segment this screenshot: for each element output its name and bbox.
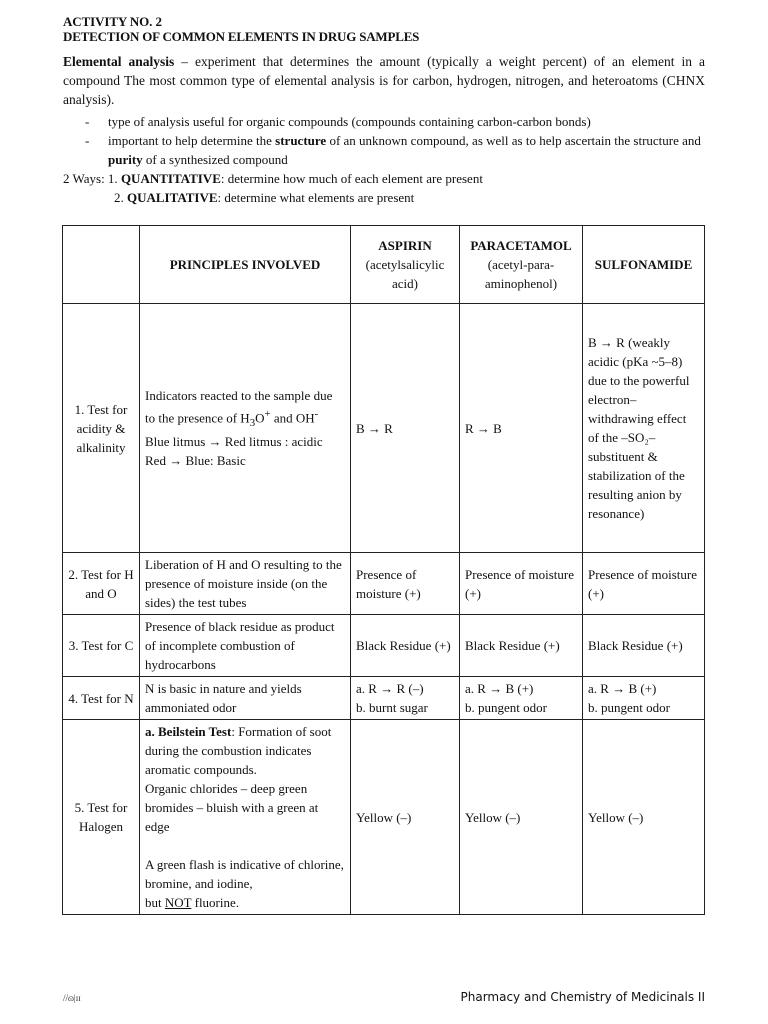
- way-label: QUANTITATIVE: [120, 171, 221, 186]
- principle-cell: Presence of black residue as product of incomplete combustion of hydrocarbons: [140, 615, 351, 677]
- test-name: 2. Test for H and O: [63, 553, 140, 615]
- test-name: 5. Test for Halogen: [63, 720, 140, 915]
- paracetamol-result: R → B: [460, 304, 583, 553]
- test-name: 3. Test for C: [63, 615, 140, 677]
- result-line: a. R → B (+): [588, 681, 657, 696]
- principle-text: fluorine.: [191, 895, 240, 910]
- header-aspirin: [351, 226, 460, 304]
- result-line: b. burnt sugar: [356, 700, 428, 715]
- test-name: 4. Test for N: [63, 677, 140, 720]
- principle-text: and OH: [270, 409, 315, 425]
- principle-text: : Formation of soot during the combustion indicates aromatic compounds.: [145, 724, 332, 777]
- principle-text: Organic chlorides – deep green bromides – bluish with a green at edge: [145, 781, 319, 834]
- analysis-ways: [63, 169, 483, 207]
- principle-text: but: [145, 895, 165, 910]
- intro-paragraph: [63, 52, 705, 109]
- header-paracetamol-label: PARACETAMOL: [470, 238, 572, 253]
- principle-cell: Liberation of H and O resulting to the presence of moisture inside (on the sides) the test tubes: [140, 553, 351, 615]
- superscript: -: [314, 407, 319, 420]
- superscript: +: [264, 407, 271, 420]
- aspirin-result: Yellow (–): [351, 720, 460, 915]
- table-row: [63, 553, 705, 615]
- table-row: [63, 615, 705, 677]
- table-row: [63, 677, 705, 720]
- ways-prefix: 2 Ways: 1.: [63, 171, 121, 186]
- bullet-text: of a synthesized compound: [142, 152, 288, 167]
- paracetamol-result: [460, 677, 583, 720]
- principle-cell: N is basic in nature and yields ammoniated odor: [140, 677, 351, 720]
- intro-text: – experiment that determines the amount (typically a weight percent) of an element in a compound The most common type of elemental analysis is for carbon, hydrogen, nitrogen, and heteroatoms (CHNX analysis).: [63, 54, 705, 107]
- footer-page-mark: //ɷ|ɪɪ: [63, 993, 81, 1003]
- way-qualitative: [63, 188, 483, 207]
- paracetamol-result: Presence of moisture (+): [460, 553, 583, 615]
- activity-title: DETECTION OF COMMON ELEMENTS IN DRUG SAMPLES: [63, 29, 420, 44]
- principle-text: Red → Blue: Basic: [145, 453, 246, 469]
- way-quantitative: [63, 169, 483, 188]
- header-empty-cell: [63, 226, 140, 304]
- bullet-list: [63, 112, 708, 169]
- result-line: a. R → B (+): [465, 681, 534, 696]
- sulfonamide-result: Presence of moisture (+): [583, 553, 705, 615]
- principle-underlined: NOT: [164, 895, 192, 910]
- header-aspirin-sub: (acetylsalicylic acid): [365, 257, 445, 291]
- principle-cell: [140, 720, 351, 915]
- activity-number: ACTIVITY NO. 2: [63, 14, 162, 29]
- sulfonamide-result: B → R (weakly acidic (pKa ~5–8) due to the powerful electron–withdrawing effect of the –SO₂– substituent & stabilization of the resulting anion by resonance): [583, 304, 705, 553]
- header-sulfonamide: SULFONAMIDE: [583, 226, 705, 304]
- bullet-item: - type of analysis useful for organic compounds (compounds containing carbon-carbon bonds): [85, 114, 591, 129]
- header-principles: PRINCIPLES INVOLVED: [140, 226, 351, 304]
- bullet-text: important to help determine the: [108, 133, 276, 148]
- intro-term: Elemental analysis: [63, 54, 175, 69]
- bullet-item: - important to help determine the structure of an unknown compound, as well as to help ascertain the structure and purity of a synthesized compound: [85, 133, 701, 167]
- test-name: 1. Test for acidity & alkalinity: [63, 304, 140, 553]
- aspirin-result: B → R: [351, 304, 460, 553]
- footer-course-title: Pharmacy and Chemistry of Medicinals II: [460, 990, 705, 1004]
- principle-text: O: [255, 409, 265, 425]
- paracetamol-result: Yellow (–): [460, 720, 583, 915]
- sulfonamide-result: Black Residue (+): [583, 615, 705, 677]
- bullet-text: of an unknown compound, as well as to help ascertain the structure and: [326, 133, 701, 148]
- result-line: b. pungent odor: [465, 700, 547, 715]
- aspirin-result: Black Residue (+): [351, 615, 460, 677]
- result-line: b. pungent odor: [588, 700, 670, 715]
- header-aspirin-label: ASPIRIN: [378, 238, 432, 253]
- header-paracetamol-sub: (acetyl-para-aminophenol): [484, 257, 558, 291]
- principle-text: A green flash is indicative of chlorine, bromine, and iodine,: [145, 857, 344, 891]
- result-line: a. R → R (–): [356, 681, 424, 696]
- bullet-bold: purity: [108, 152, 143, 167]
- sulfonamide-result: Yellow (–): [583, 720, 705, 915]
- sulfonamide-result: [583, 677, 705, 720]
- way-text: : determine how much of each element are present: [220, 171, 483, 186]
- subscript: 3: [249, 416, 256, 429]
- table-row: [63, 304, 705, 553]
- aspirin-result: [351, 677, 460, 720]
- table-header-row: [63, 226, 705, 304]
- bullet-bold: structure: [275, 133, 327, 148]
- way-number: 2.: [114, 190, 127, 205]
- way-text: : determine what elements are present: [217, 190, 415, 205]
- paracetamol-result: Black Residue (+): [460, 615, 583, 677]
- principle-cell: [140, 304, 351, 553]
- way-label: QUALITATIVE: [127, 190, 218, 205]
- results-table: [62, 225, 705, 915]
- bullet-text: type of analysis useful for organic compounds (compounds containing carbon-carbon bonds): [108, 114, 591, 129]
- principle-text: Blue litmus → Red litmus : acidic: [145, 434, 323, 450]
- header-paracetamol: [460, 226, 583, 304]
- table-row: [63, 720, 705, 915]
- principle-text: Indicators reacted to the sample due to the presence of H: [145, 387, 333, 425]
- aspirin-result: Presence of moisture (+): [351, 553, 460, 615]
- principle-bold: a. Beilstein Test: [145, 724, 232, 739]
